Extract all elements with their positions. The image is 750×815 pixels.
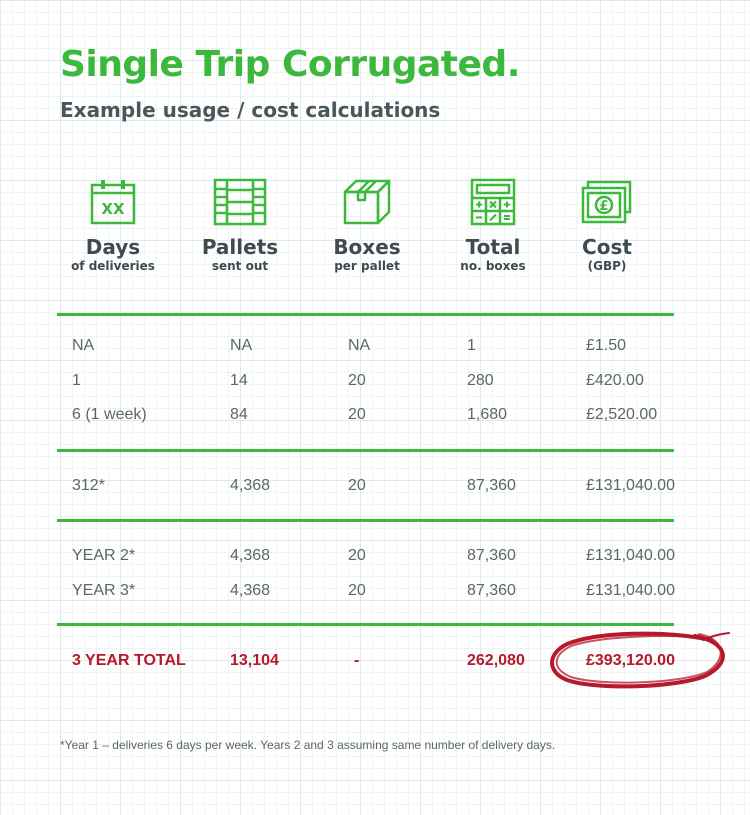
cell-cost: £131,040.00 — [586, 582, 675, 599]
column-subtitle-total: no. boxes — [460, 259, 526, 273]
calculator-icon — [469, 178, 517, 226]
column-title-days: Days — [85, 235, 141, 259]
column-title-pallets: Pallets — [201, 235, 279, 259]
cell-total: 280 — [467, 372, 494, 389]
column-subtitle-boxes: per pallet — [334, 259, 400, 273]
cell-days: NA — [72, 337, 95, 354]
divider — [57, 623, 674, 626]
cell-days: 1 — [72, 372, 81, 389]
cell-cost: £1.50 — [586, 337, 627, 354]
calendar-icon — [89, 178, 137, 226]
cell-cost-total: £393,120.00 — [586, 652, 675, 669]
divider — [57, 313, 674, 316]
cell-total: 1,680 — [467, 406, 508, 423]
divider — [57, 519, 674, 522]
cell-pallets-total: 13,104 — [230, 652, 279, 669]
pallet-icon — [213, 178, 267, 226]
cell-days: YEAR 3* — [72, 582, 136, 599]
column-subtitle-pallets: sent out — [211, 259, 269, 273]
page-subtitle: Example usage / cost calculations — [60, 98, 441, 122]
cell-boxes: NA — [348, 337, 371, 354]
cell-pallets: NA — [230, 337, 253, 354]
svg-text:£: £ — [599, 199, 609, 214]
cell-cost: £131,040.00 — [586, 547, 675, 564]
cell-boxes: 20 — [348, 582, 366, 599]
cell-total: 87,360 — [467, 582, 516, 599]
column-title-total: Total — [465, 235, 521, 259]
column-subtitle-days: of deliveries — [71, 259, 155, 273]
cell-total: 87,360 — [467, 477, 516, 494]
cell-total: 87,360 — [467, 547, 516, 564]
cell-boxes: 20 — [348, 477, 366, 494]
cell-boxes: 20 — [348, 547, 366, 564]
banknote-icon — [580, 178, 634, 226]
cell-days-total: 3 YEAR TOTAL — [72, 652, 186, 669]
cell-days: 312* — [72, 477, 105, 494]
svg-text:XX: XX — [101, 200, 125, 218]
cell-boxes: 20 — [348, 406, 366, 423]
column-title-boxes: Boxes — [333, 235, 401, 259]
page-title: Single Trip Corrugated. — [60, 44, 520, 85]
cell-boxes-total: - — [354, 652, 360, 669]
column-header-cost — [532, 178, 682, 274]
box-icon — [342, 178, 392, 226]
cell-cost: £2,520.00 — [586, 406, 658, 423]
cell-cost: £131,040.00 — [586, 477, 675, 494]
cell-days: 6 (1 week) — [72, 406, 147, 423]
footnote: *Year 1 – deliveries 6 days per week. Years 2 and 3 assuming same number of delivery days. — [60, 738, 556, 752]
cell-total-total: 262,080 — [467, 652, 525, 669]
cell-total: 1 — [467, 337, 476, 354]
column-title-cost: Cost — [582, 235, 632, 259]
cell-pallets: 4,368 — [230, 547, 271, 564]
cell-pallets: 84 — [230, 406, 248, 423]
divider — [57, 449, 674, 452]
column-subtitle-cost: (GBP) — [587, 259, 627, 273]
cell-cost: £420.00 — [586, 372, 644, 389]
cell-pallets: 4,368 — [230, 582, 271, 599]
cell-boxes: 20 — [348, 372, 366, 389]
cell-days: YEAR 2* — [72, 547, 136, 564]
cell-pallets: 4,368 — [230, 477, 271, 494]
cell-pallets: 14 — [230, 372, 248, 389]
